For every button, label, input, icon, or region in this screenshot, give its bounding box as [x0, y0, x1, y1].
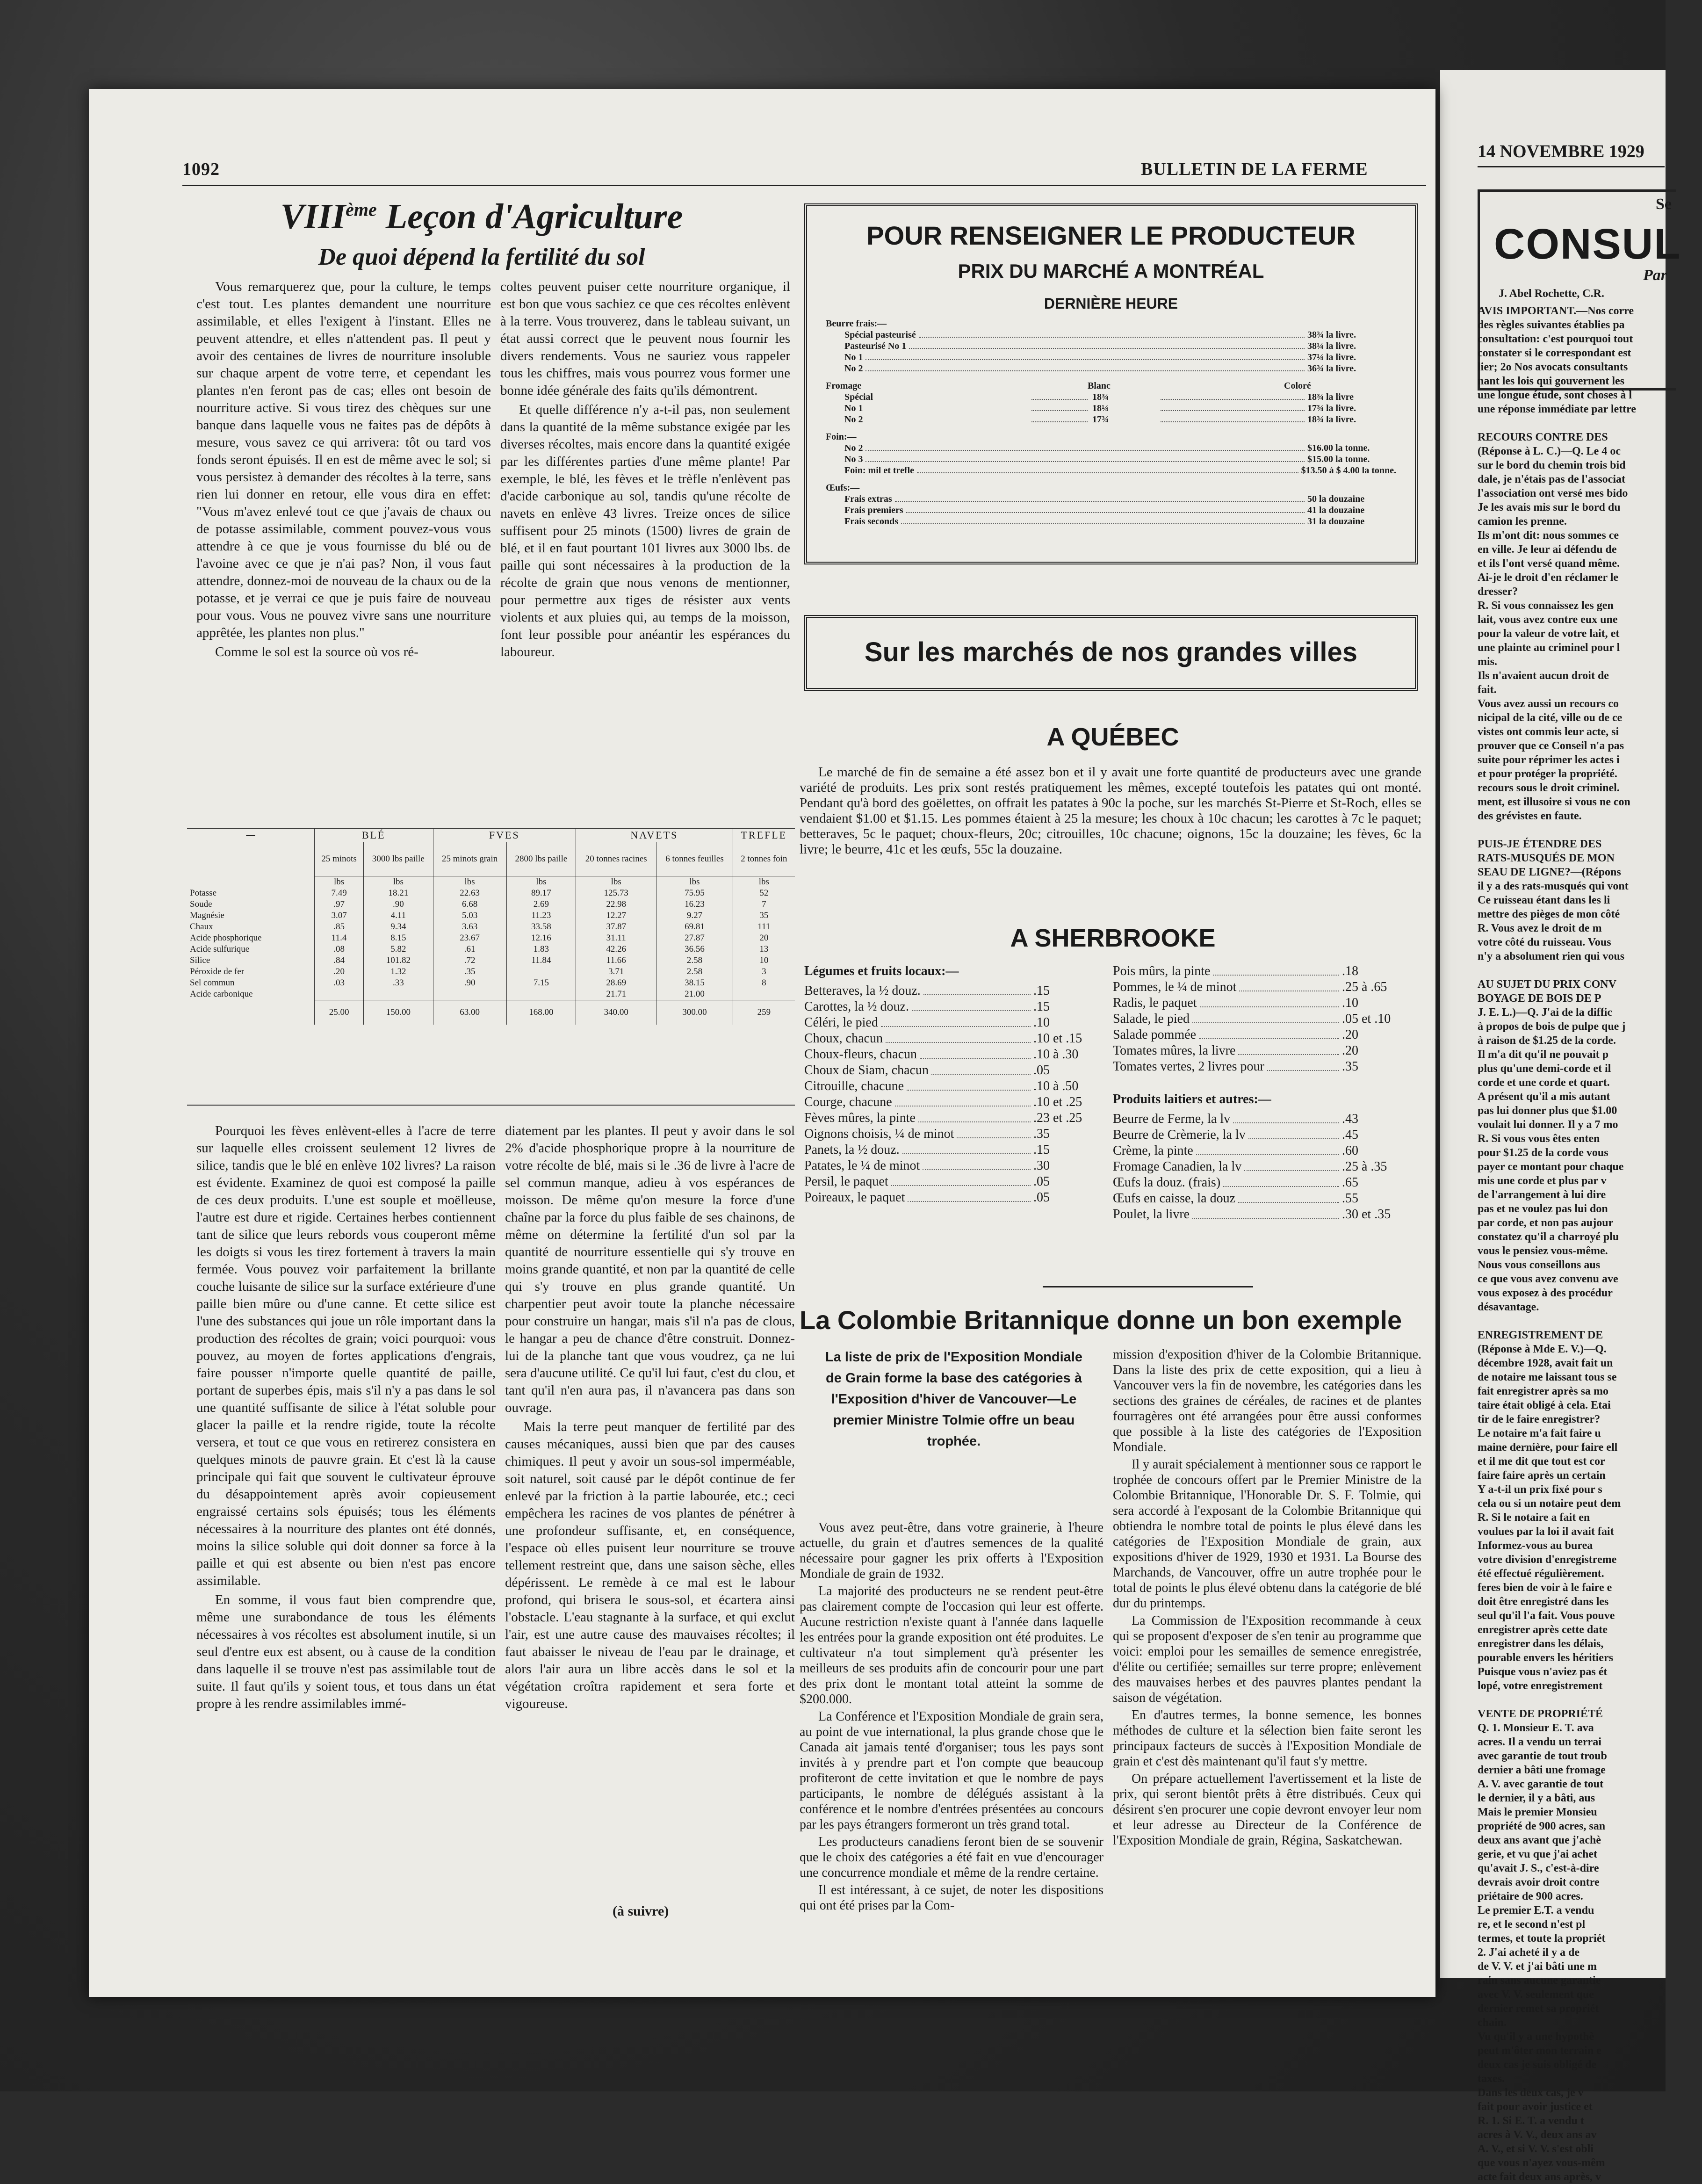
table-group-header: BLÉ	[315, 829, 433, 842]
consult-line: des règles suivantes établies pa	[1478, 319, 1625, 331]
list-item: Fromage Canadien, la lv .25 à .35	[1113, 1159, 1387, 1174]
price-row: Frais extras 50 la douzaine	[844, 494, 1365, 504]
consult-line: chain.	[1478, 2017, 1507, 2029]
consult-line: J. E. L.)—Q. J'ai de la diffic	[1478, 1006, 1612, 1019]
consult-line: Q. 1. Monsieur E. T. ava	[1478, 1722, 1594, 1734]
consult-line: prouver que ce Conseil n'a pas	[1478, 740, 1624, 752]
list-item: Patates, le ¼ de minot .30	[804, 1158, 1050, 1173]
consult-line: nant les lois qui gouvernent les	[1478, 375, 1625, 387]
consult-line: peut m'ôter mon terrain e	[1478, 2045, 1601, 2057]
consult-line: été effectué régulièrement.	[1478, 1568, 1604, 1580]
prices-box-latest: DERNIÈRE HEURE	[1044, 295, 1178, 312]
lesson-subtitle: De quoi dépend la fertilité du sol	[318, 244, 645, 270]
list-item: Panets, la ½ douz. .15	[804, 1143, 1050, 1157]
consult-line: priétaire de 900 acres.	[1478, 1890, 1583, 1902]
prices-box-title: POUR RENSEIGNER LE PRODUCTEUR	[866, 221, 1356, 250]
consult-box-author: J. Abel Rochette, C.R.	[1499, 288, 1604, 300]
consult-line: mis une corde et plus par v	[1478, 1175, 1607, 1187]
consult-line: deux cas je suis obligé de	[1478, 2059, 1597, 2071]
consult-line: 2. J'ai acheté il y a de	[1478, 1946, 1579, 1959]
list-item: Salade pommée .20	[1113, 1027, 1358, 1042]
consult-line: consultation: c'est pourquoi tout	[1478, 333, 1633, 345]
vegetables-head: Légumes et fruits locaux:—	[804, 964, 959, 978]
table-subheader: 6 tonnes feuilles	[656, 842, 733, 876]
feed-table-wrap	[187, 828, 795, 1106]
table-row: Potasse 7.49 18.21 22.63 89.17 125.73 75.95 52	[187, 888, 795, 899]
consult-line: Informez-vous au burea	[1478, 1540, 1593, 1552]
colombie-deck: La liste de prix de l'Exposition Mondiale de Grain forme la base des catégories à l'Exposition d'hiver de Vancouver—Le premier Ministre Tolmie offre un beau trophée.	[825, 1350, 1082, 1449]
consult-line: plus qu'une demi-corde et il	[1478, 1063, 1611, 1075]
consult-line: votre division d'enregistreme	[1478, 1554, 1617, 1566]
consult-line: AVIS IMPORTANT.—Nos corre	[1478, 305, 1634, 317]
consult-line: termes, et toute la propriét	[1478, 1932, 1606, 1945]
consult-line: l'association ont versé mes bido	[1478, 487, 1628, 499]
consult-line: payer ce montant pour chaque	[1478, 1161, 1624, 1173]
list-item: Carottes, la ½ douz. .15	[804, 999, 1050, 1014]
consult-line: (Réponse à Mde E. V.)—Q.	[1478, 1343, 1607, 1355]
sherbrooke-fruits	[1113, 963, 1412, 1222]
list-item: Tomates mûres, la livre .20	[1113, 1043, 1358, 1058]
consult-box-sub: Par	[1643, 267, 1667, 284]
lesson-title: VIIIème Leçon d'Agriculture	[280, 197, 683, 236]
consult-line: votre côté du ruisseau. Vous	[1478, 936, 1611, 948]
consult-line: R. 1. Si E. T. a vendu t	[1478, 2115, 1584, 2127]
consult-line: lier; 2o Nos avocats consultants	[1478, 361, 1628, 373]
butter-head: Beurre frais:—	[826, 318, 887, 329]
list-item: Choux-fleurs, chacun .10 à .30	[804, 1047, 1079, 1062]
consult-line: camion les prenne.	[1478, 515, 1567, 528]
consult-line: tir de le faire enregistrer?	[1478, 1413, 1601, 1425]
consult-line: Il m'a dit qu'il ne pouvait p	[1478, 1049, 1609, 1061]
consult-line: vistes ont commis leur acte, si	[1478, 726, 1619, 738]
consult-line: à propos de bois de pulpe que j	[1478, 1020, 1626, 1033]
consult-line	[1478, 963, 1702, 977]
consult-line: fait pour avoir justice et	[1478, 2101, 1593, 2113]
consult-line: lait, vous avez contre eux une	[1478, 614, 1618, 626]
consult-line	[1478, 1314, 1702, 1328]
consult-line: à raison de $1.25 de la corde.	[1478, 1034, 1616, 1047]
consult-line: (Réponse à L. C.)—Q. Le 4 oc	[1478, 445, 1621, 457]
consult-line: vous le pensiez vous-même.	[1478, 1245, 1608, 1257]
consult-line: fait.	[1478, 684, 1497, 696]
consult-line: R. Si le notaire a fait en	[1478, 1511, 1590, 1524]
price-row: Frais seconds 31 la douzaine	[844, 516, 1365, 527]
consult-line: avec V. V. seulement que	[1478, 1989, 1594, 2001]
price-row: No 2 36¾ la livre.	[844, 363, 1356, 374]
consult-line: avec garantie de tout troub	[1478, 1750, 1607, 1762]
table-row: Magnésie 3.07 4.11 5.03 11.23 12.27 9.27 35	[187, 910, 795, 921]
price-row: Foin: mil et trefle $13.50 à $ 4.00 la tonne.	[844, 465, 1396, 476]
consult-line: maine dernière, pour faire ell	[1478, 1441, 1618, 1454]
consult-line: Dans les deux cas, je v	[1478, 2087, 1584, 2099]
consult-line: décembre 1928, avait fait un	[1478, 1357, 1613, 1369]
quebec-text: Le marché de fin de semaine a été assez bon et il y avait une forte quantité de producteurs avec une grande variété de produits. Les prix sont restés pratiquement les mêmes, excepté toutefois les patates qui ont monté. Pendant qu'à bord des goëlettes, on offrait les patates à 90c la poche, sur les marchés St-Pierre et St-Roch, elles se vendaient $1.00 et $1.15. Les pommes étaient à 25 la mesure; les choux à 10c chacun; les carottes à 7c le paquet; betteraves, 5c le paquet; choux-fleurs, 20c; citrouilles, 10c chacune; oignons, 15c la douzaine; les fèves, 6c la livre; le beurre, 41c et les œufs, 55c la douzaine.	[800, 765, 1421, 857]
list-item: Œufs en caisse, la douz .55	[1113, 1191, 1358, 1206]
consult-line: de notaire me laissant tous se	[1478, 1371, 1617, 1383]
list-item: Tomates vertes, 2 livres pour .35	[1113, 1059, 1358, 1074]
list-item: Courge, chacune .10 et .25	[804, 1095, 1082, 1109]
consult-line: n'y a absolument rien qui vous	[1478, 950, 1625, 962]
consult-line: mis.	[1478, 656, 1497, 668]
table-row: Chaux .85 9.34 3.63 33.58 37.87 69.81 111	[187, 921, 795, 933]
table-row: Acide phosphorique 11.4 8.15 23.67 12.16 31.11 27.87 20	[187, 933, 795, 944]
consult-line: Je les avais mis sur le bord du	[1478, 501, 1621, 513]
consult-line: nicipal de la cité, ville ou de ce	[1478, 712, 1623, 724]
consult-line: une longue étude, sont choses à l	[1478, 389, 1632, 401]
feed-table	[187, 829, 795, 1025]
consult-line: en ville. Je leur ai défendu de	[1478, 543, 1617, 556]
table-group-header: TREFLE	[733, 829, 795, 842]
lesson-col-4: diatement par les plantes. Il peut y avoir dans le sol 2% d'acide phosphorique propre à la nourriture de votre récolte de blé, mais si le .36 de livre à l'acre de sel commun manque, adieu à vos espérances de moisson. De même qu'on mesure la force d'une chaîne par la force du plus faible de ses chainons, de même on détermine la fertilité d'un sol par la quantité de nourriture essentielle qui s'y trouve en moins grande quantité, et non par la quantité de celle qui s'y trouve en plus grande quantité. Un charpentier peut avoir toute la planche nécessaire pour construire un hangar, mais s'il n'a pas de clous, le hangar a peu de chance d'être construit. Donnez-lui de la planche tant que vous voudrez, ça ne lui sera d'aucune utilité. Ce qu'il lui faut, c'est du clou, et tant qu'il n'en aura pas, il n'avancera pas dans son ouvrage. Mais la terre peut manquer de fertilité par des causes mécaniques, aussi bien que par des causes chimiques. Il peut y avoir un sous-sol imperméable, soit naturel, soit causé par le dépôt continue de fer enlevé par la friction à la partie labourée, etc.; ceci empêchera les racines de vos plantes de pénétrer à une profondeur suffisante, et, en conséquence, l'espace où elles puisent leur nourriture se trouve tellement restreint que, dans une saison sèche, elles dépérissent. Le remède à ce mal est le labour profond, qui brisera le sous-sol, et écartera ainsi l'obstacle. L'eau stagnante à la surface, et qui exclut l'air, est une autre cause des mauvaises récoltes; il faut abaisser le niveau de l'eau par le drainage, et alors l'air aura un libre accès dans le sol et la végétation croîtra rapidement et sera forte et vigoureuse.	[505, 1123, 795, 1711]
consult-line: sur le bord du chemin trois bid	[1478, 459, 1626, 471]
consult-line: et il me dit que tout est cor	[1478, 1455, 1605, 1468]
table-subheader: 2800 lbs paille	[506, 842, 576, 876]
consult-line: suite pour réprimer les actes i	[1478, 754, 1620, 766]
consult-line: enregistrer après cette date	[1478, 1624, 1608, 1636]
table-row: Péroxide de fer .20 1.32 .35 3.71 2.58 3	[187, 966, 795, 977]
colombie-col-2: mission d'exposition d'hiver de la Colombie Britannique. Dans la liste des prix de cette exposition, qui a lieu à Vancouver vers la fin de novembre, les catégories dans les sections des graines de céréales, de racines et de plantes fourragères ont été arrangées pour être aussi conformes que possible à la liste des catégories de l'Exposition Mondiale. Il y aurait spécialement à mentionner sous ce rapport le trophée de concours offert par le Premier Ministre de la Colombie Britannique, l'Honorable Dr. S. F. Tolmie, qui sera accordé à l'exposant de la Colombie Britannique qui obtiendra le nombre total de points le plus élevé dans les catégories de l'Exposition Mondiale de grain, aux expositions d'hiver de 1929, 1930 et 1931. La Bourse des Marchands, de Vancouver, offre un autre trophée pour le total de points le plus élevé obtenu dans la catégorie de blé dur du printemps. La Commission de l'Exposition recommande à ceux qui se proposent d'exposer de s'en tenir au programme que voici: emploi pour les semailles de semence enregistrée, d'élite ou certifiée; semailles sur terre propre; enlèvement des mauvaises herbes et des pauvres plantes pendant la saison de végétation. En d'autres termes, la bonne semence, les bonnes méthodes de culture et la sélection bien faite seront les principaux facteurs de succès à l'Exposition Mondiale de grain et c'est dès maintenant qu'il faut s'y mettre. On prépare actuellement l'avertissement et la liste de prix, qui seront bientôt prêts à être distribués. Ceux qui désirent s'en procurer une copie devront envoyer leur nom et leur adresse au Directeur de la Conférence de l'Exposition Mondiale de grain, Régina, Saskatchewan.	[1113, 1347, 1421, 1848]
consult-line: pas lui donner plus que $1.00	[1478, 1105, 1617, 1117]
price-row: Frais premiers 41 la douzaine	[844, 505, 1365, 515]
page-number: 1092	[182, 159, 220, 179]
consult-line: qu'avait J. S., c'est-à-dire	[1478, 1862, 1599, 1874]
consult-line: PUIS-JE ÉTENDRE DES	[1478, 838, 1602, 850]
markets-title-box	[804, 615, 1418, 691]
prices-box-body	[826, 318, 1396, 527]
consult-line: A. V. avec garantie de tout	[1478, 1778, 1604, 1790]
consult-line: il y a des rats-musqués qui vont	[1478, 880, 1629, 892]
consult-line: Ils n'avaient aucun droit de	[1478, 670, 1609, 682]
table-unit: lbs	[433, 876, 506, 888]
consult-line: ce que vous avez convenu ave	[1478, 1273, 1618, 1285]
consult-line: AU SUJET DU PRIX CONV	[1478, 978, 1616, 991]
consult-line: dale, je n'étais pas de l'associat	[1478, 473, 1625, 485]
consult-line: ENREGISTREMENT DE	[1478, 1329, 1603, 1341]
consult-line: une plainte au criminel pour l	[1478, 642, 1620, 654]
consult-line: taxes.	[1478, 2073, 1505, 2085]
consult-line: acres à V. V., deux ans av	[1478, 2129, 1597, 2141]
consult-line: de l'arrangement à lui dire	[1478, 1189, 1606, 1201]
price-row: Spécial pasteurisé 38¾ la livre.	[844, 330, 1356, 340]
consult-line: propriété de 900 acres, san	[1478, 1820, 1606, 1832]
consult-line: RECOURS CONTRE DES	[1478, 431, 1608, 443]
consult-line: dresser?	[1478, 586, 1518, 598]
consult-column	[1478, 304, 1702, 2184]
consult-line: faire faire après un certain	[1478, 1469, 1606, 1482]
consult-line: de V. V. et j'ai bâti une m	[1478, 1960, 1597, 1973]
consult-line: pas et ne voulez pas lui don	[1478, 1203, 1608, 1215]
cheese-head: Fromage Blanc Coloré	[826, 381, 1311, 391]
consult-line: désavantage.	[1478, 1301, 1539, 1313]
table-row: Soude .97 .90 6.68 2.69 22.98 16.23 7	[187, 899, 795, 910]
consult-line: Mais le premier Monsieu	[1478, 1806, 1597, 1818]
consult-line: constatez qu'il a charroyé plu	[1478, 1231, 1619, 1243]
table-totals-row: 25.00 150.00 63.00 168.00 340.00 300.00 259	[187, 1000, 795, 1025]
consult-line: A présent qu'il a mis autant	[1478, 1091, 1610, 1103]
consult-line: cela ou si un notaire peut dem	[1478, 1497, 1621, 1510]
table-row: Silice .84 101.82 .72 11.84 11.66 2.58 10	[187, 955, 795, 966]
table-unit: lbs	[576, 876, 656, 888]
list-item: Oignons choisis, ¼ de minot .35	[804, 1127, 1050, 1141]
list-item: Pois mûrs, la pinte .18	[1113, 964, 1358, 978]
consult-box-title: CONSUL	[1494, 220, 1681, 268]
lesson-col-3: Pourquoi les fèves enlèvent-elles à l'acre de terre sur laquelle elles croissent seulement 12 livres de silice, tandis que le blé en enlève 102 livres? La raison est évidente. Examinez de quoi est composé la paille de ces deux produits. L'une est souple et moëlleuse, l'autre est dure et rigide. Certaines herbes contiennent tant de silice que leurs rebords vous couperont même les doigts si vous les tirez fortement à travers la main fermée. Vous pouvez voir parfaitement la brillante couche luisante de silice sur la surface extérieure d'une paille bien mûre ou d'une canne. Et cette silice est l'une des substances qui joue un rôle important dans la production des récoltes de grain; voici pourquoi: vous pouvez, au moyen de fortes applications d'engrais, faire pousser n'importe quelle quantité de paille, portant de superbes épis, mais s'il n'y a pas dans le sol une quantité suffisante de silice à l'état soluble pour glacer la paille et la rendre rigide, toute la récolte versera, et tout ce que vous en retirerez consistera en quelques minots de pauvre grain. Et c'est là la cause principale qui fait que souvent le cultivateur éprouve du désappointement après avoir copieusement engraissé certains sols épuisés; tous les éléments nécessaires à la nourriture des plantes ont été donnés, moins la silice soluble qui doit donner sa force à la paille et qui est absente ou bien n'est pas encore assimilable. En somme, il vous faut bien comprendre que, même une surabondance de tous les éléments nécessaires à vos récoltes est absolument inutile, si un seul d'entre eux est absent, ou à cause de la condition dans laquelle il se trouve n'est pas assimilable tout de suite. Il faut qu'ils y soient tous, et tous dans un état propre à les rendre assimilables immé-	[196, 1123, 496, 1711]
consult-line: acte fait deux ans après, v	[1478, 2171, 1601, 2183]
price-row: No 1 37¼ la livre.	[844, 352, 1356, 362]
consult-line: devrais avoir droit contre	[1478, 1876, 1600, 1888]
consult-line: dernier a bâti une fromage	[1478, 1764, 1606, 1776]
consult-line: doit être enregistré dans les	[1478, 1596, 1609, 1608]
consult-line: Y a-t-il un prix fixé pour s	[1478, 1483, 1602, 1496]
consult-line: des grévistes en faute.	[1478, 810, 1582, 822]
list-item: Céléri, le pied .10	[804, 1015, 1050, 1030]
consult-line: Nous vous conseillons aus	[1478, 1259, 1601, 1271]
list-item: Beurre de Crèmerie, la lv .45	[1113, 1128, 1358, 1142]
colombie-col-1: Vous avez peut-être, dans votre grainerie, à l'heure actuelle, du grain et d'autres semences de la qualité nécessaire pour gagner les prix offerts à l'Exposition Mondiale de grain de 1932. La majorité des producteurs ne se rendent peut-être pas clairement compte de l'occasion qui leur est offerte. Aucune restriction n'existe quant à l'année dans laquelle les entrées pour la grande exposition ont été produites. Le cultivateur n'a tout simplement qu'à présenter les meilleurs de ses produits afin de concourir pour une part des prix dont le montant total atteint la somme de $200.000. La Conférence et l'Exposition Mondiale de grain sera, au point de vue international, la plus grande chose que le Canada ait jamais tenté d'organiser; tous les pays sont invités à y prendre part et l'on compte que beaucoup profiteront de cette invitation et que le nombre de pays participants, le nombre de délégués assistant à la conférence et le nombre d'entrées présentées au concours par les pays étrangers formeront un très grand total. Les producteurs canadiens feront bien de se souvenir que le choix des catégories a été fait en vue d'encourager une concurrence mondiale et même de la rendre certaine. Il est intéressant, à ce sujet, de noter les dispositions qui ont été prises par la Com-	[800, 1520, 1103, 1913]
consult-line: Vous avez aussi un recours co	[1478, 698, 1619, 710]
list-item: Persil, le paquet .05	[804, 1174, 1050, 1189]
quebec-heading: A QUÉBEC	[1046, 723, 1179, 751]
consult-line: Puisque vous n'aviez pas ét	[1478, 1666, 1608, 1678]
consult-line: Le premier E.T. a vendu	[1478, 1904, 1594, 1916]
sherbrooke-heading: A SHERBROOKE	[1010, 924, 1216, 952]
consult-line: ment, est illusoire si vous ne con	[1478, 796, 1630, 808]
consult-line: dernier remet sa propriét	[1478, 2003, 1599, 2015]
consult-line: seul qu'il l'a fait. Vous pouve	[1478, 1610, 1615, 1622]
consult-line: R. Si vous vous êtes enten	[1478, 1133, 1600, 1145]
header-rule-right	[1478, 166, 1665, 167]
markets-title: Sur les marchés de nos grandes villes	[864, 637, 1358, 667]
consult-line: taire était obligé à cela. Etai	[1478, 1399, 1611, 1411]
consult-line: pourable envers les héritiers	[1478, 1652, 1613, 1664]
consult-line: voulait lui donner. Il y a 7 mo	[1478, 1119, 1618, 1131]
list-item: Œufs la douz. (frais) .65	[1113, 1175, 1358, 1190]
list-item: Choux de Siam, chacun .05	[804, 1063, 1050, 1078]
consult-line: Ce ruisseau étant dans les li	[1478, 894, 1610, 906]
consult-line: gerie, et vu que j'ai achet	[1478, 1848, 1597, 1860]
consult-line: que vous n'ayez vous-mêm	[1478, 2157, 1605, 2169]
consult-line: constater si le correspondant est	[1478, 347, 1631, 359]
consult-line: VENTE DE PROPRIÉTÉ	[1478, 1708, 1603, 1720]
table-row: Sel commun .03 .33 .90 7.15 28.69 38.15 8	[187, 977, 795, 989]
consult-line: Ils m'ont dit: nous sommes ce	[1478, 529, 1619, 542]
consult-line: rain sans aucune garantie	[1478, 1974, 1601, 1987]
list-item: Pommes, le ¼ de minot .25 à .65	[1113, 980, 1387, 994]
consult-line: BOYAGE DE BOIS DE P	[1478, 992, 1601, 1005]
list-item: Salade, le pied .05 et .10	[1113, 1012, 1391, 1026]
consult-line: une réponse immédiate par lettre	[1478, 403, 1637, 415]
table-group-header: FVES	[433, 829, 576, 842]
consult-line: R. Si vous connaissez les gen	[1478, 600, 1614, 612]
consult-line: deux ans avant que j'achè	[1478, 1834, 1601, 1846]
montreal-prices-box	[804, 203, 1418, 564]
cheese-row: No 1 18¼ 17¾ la livre.	[844, 403, 1356, 413]
lesson-col-1: Vous remarquerez que, pour la culture, le temps c'est tout. Les plantes demandent une nourriture assimilable, et elles l'exigent à l'instant. Elles ne peuvent attendre, et elles n'attendent pas. Il peut y avoir des centaines de livres de nourriture insoluble sur chaque arpent de votre terre, et cependant les plantes n'en feront pas de cas; elles ont besoin de nourriture active. Si vous tirez des chèques sur une banque dans laquelle vous ne faites pas de dépôts à mesure, vous savez ce qui arrivera: tôt ou tard vos fonds seront épuisés. Il en est de même avec le sol; si vous persistez à demander des récoltes à la terre, sans rien lui donner en retour, elle vous dira en effet: "Vous m'avez enlevé tout ce que j'avais de chaux ou de potasse assimilable, comment pouvez-vous vous attendre à ce que je vous fournisse du blé ou de l'avoine avec ce que je n'ai pas? Non, il vous faut attendre, donnez-moi de nouveau de la chaux ou de la potasse, et je verrai ce que je puis faire de nouveau pour vous. Vous ne pouvez vivre sans une nourriture apprêtée, les plantes non plus." Comme le sol est la source où vos ré-	[196, 279, 491, 659]
list-item: Betteraves, la ½ douz. .15	[804, 984, 1050, 998]
consult-line: Le notaire m'a fait faire u	[1478, 1427, 1601, 1439]
consult-line: le dernier, il y a bâti, aus	[1478, 1792, 1595, 1804]
next-page-date: 14 NOVEMBRE 1929	[1478, 142, 1644, 161]
table-unit: lbs	[364, 876, 433, 888]
table-unit: lbs	[315, 876, 364, 888]
price-row: No 2 $16.00 la tonne.	[844, 443, 1370, 453]
table-row: Acide sulfurique .08 5.82 .61 1.83 42.26 36.56 13	[187, 944, 795, 955]
consult-line: pour $1.25 de la corde vous	[1478, 1147, 1608, 1159]
consult-line: vous exposez à des procédur	[1478, 1287, 1613, 1299]
list-item: Beurre de Ferme, la lv .43	[1113, 1112, 1358, 1126]
lesson-col-2: coltes peuvent puiser cette nourriture organique, il est bon que vous sachiez ce que ces récoltes enlèvent à la terre. Vous trouverez, dans le tableau suivant, un état aussi correct que le peuvent nous fournir les divers rendements. Vous ne sauriez vous rappeler tous les chiffres, mais vous pourrez vous former une bonne idée générale des faits qu'ils démontrent. Et quelle différence n'y a-t-il pas, non seulement dans la quantité de la même substance exigée par les diverses récoltes, mais encore dans la quantité exigée par les différentes parties d'une même plante! Par exemple, le blé, les fèves et le trèfle n'enlèvent pas d'acide carbonique au sol, tandis qu'une récolte de navets en enlève 43 livres. Treize onces de silice suffisent pour 25 minots (1500) livres de grain de blé, et il en faut pourtant 101 livres aux 3000 lbs. de paille qui sont nécessaires à la production de la récolte de grain que nous venons de mentionner, pour permettre aux tiges de résister aux vents violents et aux pluies qui, au temps de la moisson, font leur possible pour anéantir les espérances du laboureur.	[500, 279, 790, 659]
consult-line: et ils l'ont versé quand même.	[1478, 557, 1620, 570]
consult-line: A. V., et si V. V. s'est obli	[1478, 2143, 1594, 2155]
consult-line	[1478, 1693, 1702, 1707]
list-item: Poireaux, le paquet .05	[804, 1190, 1050, 1205]
dairy-head: Produits laitiers et autres:—	[1113, 1092, 1271, 1106]
list-item: Crème, la pinte .60	[1113, 1143, 1358, 1158]
consult-box-top: Se	[1656, 195, 1672, 213]
consult-line: corde et une corde et quart.	[1478, 1077, 1610, 1089]
consult-line: RATS-MUSQUÉS DE MON	[1478, 852, 1615, 864]
list-item: Citrouille, chacune .10 à .50	[804, 1079, 1079, 1093]
table-unit: lbs	[656, 876, 733, 888]
table-unit: lbs	[506, 876, 576, 888]
hay-head: Foin:—	[826, 432, 857, 442]
table-subheader: 25 minots grain	[433, 842, 506, 876]
list-item: Fèves mûres, la pinte .23 et .25	[804, 1111, 1082, 1125]
sherbrooke-vegetables	[804, 963, 1103, 1206]
next-page-fragment	[1440, 70, 1681, 2183]
consult-line	[1478, 823, 1702, 837]
list-item: Choux, chacun .10 et .15	[804, 1031, 1082, 1046]
table-corner: —	[246, 830, 255, 840]
consult-line: Ai-je le droit d'en réclamer le	[1478, 571, 1619, 584]
consult-line: pour la valeur de votre lait, et	[1478, 628, 1620, 640]
table-subheader: 20 tonnes racines	[576, 842, 656, 876]
consult-line: fait enregistrer après sa mo	[1478, 1385, 1608, 1397]
consult-line: R. Vous avez le droit de m	[1478, 922, 1602, 934]
list-item: Radis, le paquet .10	[1113, 996, 1358, 1010]
consult-line: lopé, votre enregistrement	[1478, 1680, 1603, 1692]
prices-box-subtitle: PRIX DU MARCHÉ A MONTRÉAL	[958, 260, 1264, 282]
publication-name: BULLETIN DE LA FERME	[1141, 159, 1368, 179]
page-1092	[89, 89, 1435, 1997]
consult-line: voulues par la loi il avait fait	[1478, 1526, 1614, 1538]
consult-line: enregistrer dans les délais,	[1478, 1638, 1604, 1650]
consult-line	[1478, 416, 1702, 430]
table-row: Acide carbonique 21.71 21.00	[187, 989, 795, 1000]
price-row: Pasteurisé No 1 38¼ la livre.	[844, 341, 1356, 351]
table-subheader: 25 minots	[315, 842, 364, 876]
consult-line: SEAU DE LIGNE?—(Répons	[1478, 866, 1621, 878]
header-rule	[182, 185, 1426, 186]
eggs-head: Œufs:—	[826, 483, 860, 493]
consult-line: Vu qu'il y a une hypothè	[1478, 2031, 1594, 2043]
consult-line: mettre des pièges de mon côté	[1478, 908, 1620, 920]
consult-line: par corde, et non pas aujour	[1478, 1217, 1614, 1229]
consult-line: et pour protéger la propriété.	[1478, 768, 1617, 780]
consult-line: acres. Il a vendu un terrai	[1478, 1736, 1601, 1748]
consult-line: recours sous le droit criminel.	[1478, 782, 1620, 794]
table-subheader: 2 tonnes foin	[733, 842, 795, 876]
consult-line: feres bien de voir à le faire e	[1478, 1582, 1612, 1594]
table-subheader: 3000 lbs paille	[364, 842, 433, 876]
table-unit: lbs	[733, 876, 795, 888]
cheese-row: No 2 17¾ 18¾ la livre.	[844, 414, 1356, 425]
colombie-title: La Colombie Britannique donne un bon exemple	[800, 1305, 1402, 1335]
price-row: No 3 $15.00 la tonne.	[844, 454, 1370, 464]
cheese-row: Spécial 18¾ 18¾ la livre	[844, 392, 1354, 402]
to-be-continued: (à suivre)	[613, 1903, 669, 1919]
list-item: Poulet, la livre .30 et .35	[1113, 1207, 1391, 1222]
separator-rule	[1043, 1286, 1253, 1287]
table-group-header: NAVETS	[576, 829, 733, 842]
consult-line: re, et le second n'est pl	[1478, 1918, 1586, 1931]
